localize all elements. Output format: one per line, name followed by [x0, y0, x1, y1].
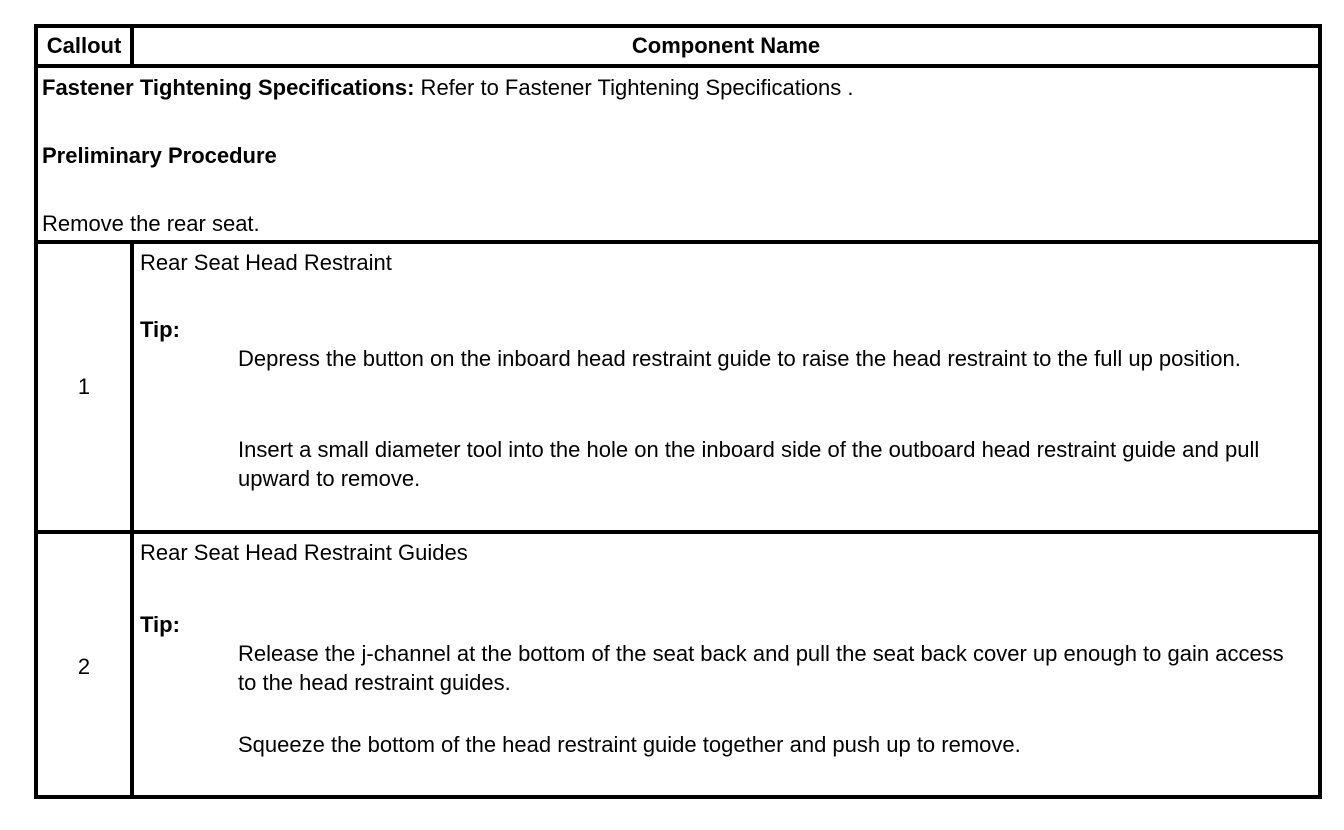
tip-label: Tip: [140, 612, 180, 637]
intro-row [38, 68, 1318, 244]
preliminary-procedure-heading: Preliminary Procedure [42, 143, 277, 168]
table-row [38, 534, 1318, 799]
fastener-spec-text: Refer to Fastener Tightening Specifications . [414, 75, 854, 100]
tip-paragraph: Release the j-channel at the bottom of the seat back and pull the seat back cover up enough to gain access to the head restraint guides. [238, 641, 1284, 695]
tip-paragraph: Insert a small diameter tool into the hole on the inboard side of the outboard head restraint guide and pull upward to remove. [238, 437, 1260, 491]
fastener-spec-label: Fastener Tightening Specifications: [42, 75, 415, 100]
fastener-spec-line [42, 75, 853, 101]
tip-paragraph: Squeeze the bottom of the head restraint guide together and push up to remove. [238, 732, 1021, 757]
component-cell [138, 534, 1318, 799]
callout-number: 1 [38, 244, 134, 530]
table-row [38, 244, 1318, 534]
component-cell [138, 244, 1318, 530]
component-name: Rear Seat Head Restraint [140, 250, 392, 275]
procedure-table [34, 24, 1322, 799]
callout-column-header: Callout [38, 28, 134, 64]
preliminary-procedure-text: Remove the rear seat. [42, 211, 260, 236]
component-name-column-header: Component Name [631, 33, 821, 58]
callout-number: 2 [38, 534, 134, 799]
tip-paragraph: Depress the button on the inboard head restraint guide to raise the head restraint to the full up position. [238, 346, 1241, 371]
tip-label: Tip: [140, 317, 180, 342]
component-name: Rear Seat Head Restraint Guides [140, 540, 468, 565]
table-header-row [38, 28, 1318, 68]
